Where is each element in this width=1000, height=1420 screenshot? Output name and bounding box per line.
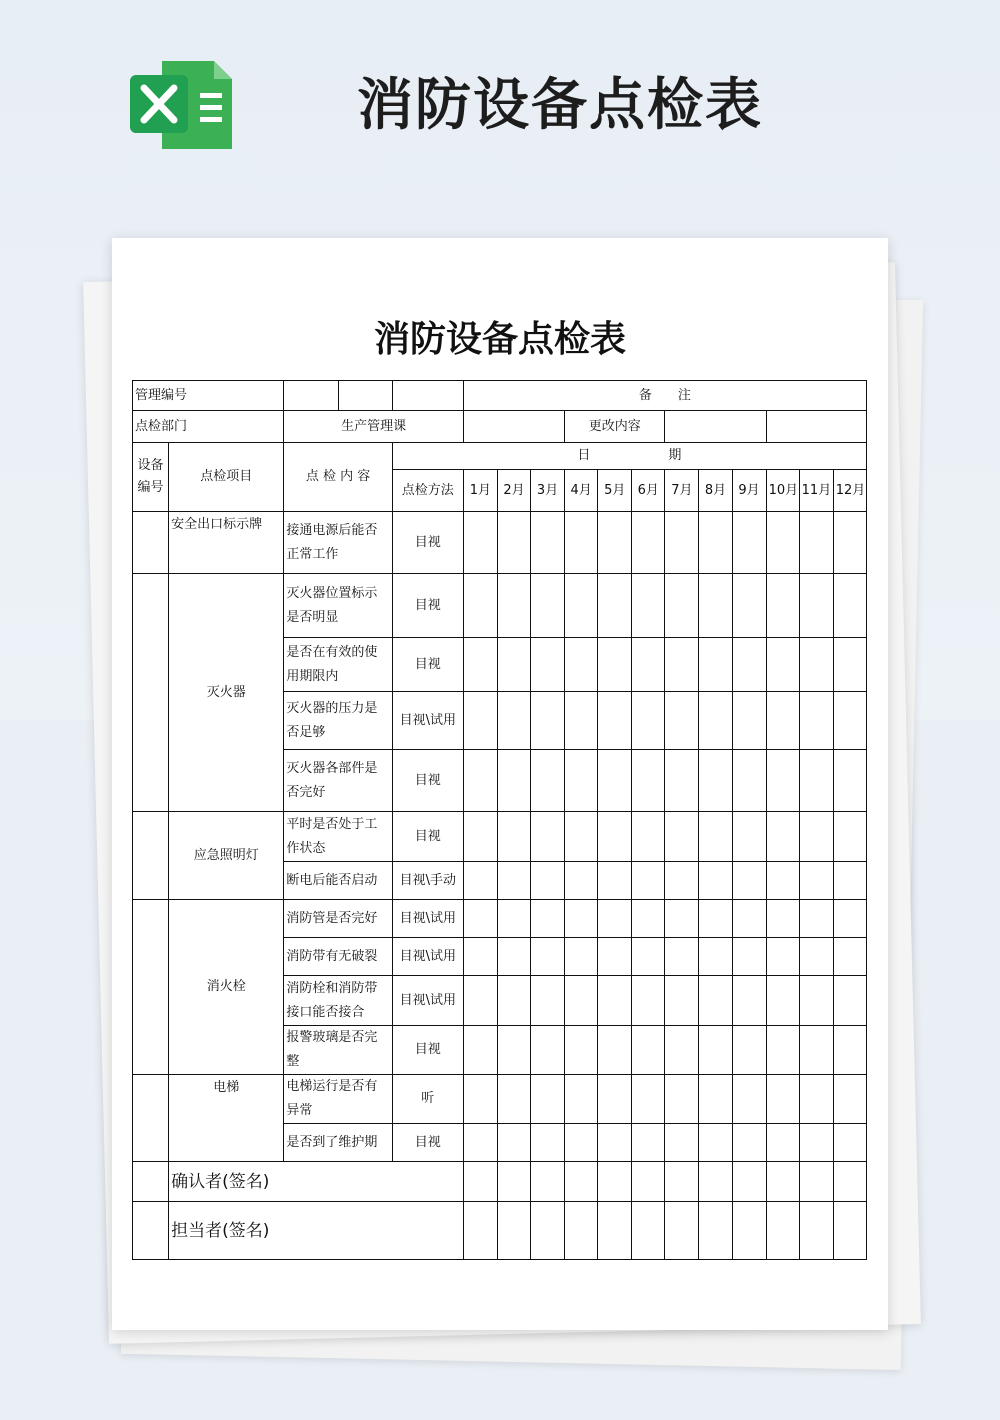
header-row-department (133, 411, 867, 443)
inspection-content-cell: 消防栓和消防带接口能否接合 (284, 976, 392, 1026)
month-cell (833, 1075, 866, 1124)
month-cell (497, 692, 530, 750)
month-cell (531, 1162, 565, 1202)
month-cell (565, 1162, 598, 1202)
management-no-cell-2 (338, 381, 392, 411)
inspection-content-cell: 电梯运行是否有异常 (284, 1075, 392, 1124)
month-cell (833, 812, 866, 862)
month-cell (699, 638, 732, 692)
inspection-item-cell: 灭火器 (169, 574, 284, 812)
department-label: 点检部门 (133, 411, 284, 443)
month-cell (632, 1124, 665, 1162)
month-cell (732, 812, 766, 862)
month-cell (799, 862, 833, 900)
month-cell (732, 512, 766, 574)
month-cell (799, 750, 833, 812)
month-header: 9月 (732, 470, 766, 512)
month-cell (531, 1124, 565, 1162)
month-cell (732, 750, 766, 812)
month-cell (799, 812, 833, 862)
month-cell (632, 574, 665, 638)
month-cell (632, 938, 665, 976)
month-cell (531, 1075, 565, 1124)
month-cell (766, 692, 799, 750)
equipment-no-cell (133, 574, 169, 812)
month-cell (463, 1075, 497, 1124)
month-cell (497, 812, 530, 862)
month-cell (799, 1202, 833, 1260)
month-cell (497, 574, 530, 638)
change-blank-3 (766, 411, 866, 443)
month-cell (833, 976, 866, 1026)
month-cell (598, 1202, 632, 1260)
inspection-method-cell: 目视\手动 (392, 862, 463, 900)
month-cell (799, 1124, 833, 1162)
signature-blank (133, 1162, 169, 1202)
month-cell (497, 900, 530, 938)
month-cell (497, 1124, 530, 1162)
month-cell (565, 750, 598, 812)
month-header: 7月 (665, 470, 699, 512)
month-cell (799, 1026, 833, 1075)
month-cell (463, 938, 497, 976)
month-cell (766, 750, 799, 812)
month-cell (463, 638, 497, 692)
month-cell (833, 1124, 866, 1162)
header-row-columns-top (133, 443, 867, 470)
month-cell (632, 1026, 665, 1075)
paper-sheet (112, 238, 888, 1330)
month-cell (766, 1026, 799, 1075)
month-cell (632, 862, 665, 900)
month-cell (699, 976, 732, 1026)
month-cell (799, 512, 833, 574)
month-cell (766, 512, 799, 574)
month-cell (799, 574, 833, 638)
month-cell (799, 976, 833, 1026)
month-cell (799, 938, 833, 976)
month-cell (766, 1124, 799, 1162)
month-cell (497, 938, 530, 976)
month-cell (766, 900, 799, 938)
month-cell (531, 638, 565, 692)
header-row-management (133, 381, 867, 411)
inspection-item-cell: 应急照明灯 (169, 812, 284, 900)
month-cell (565, 812, 598, 862)
management-no-cell-1 (284, 381, 338, 411)
month-cell (665, 574, 699, 638)
month-cell (632, 512, 665, 574)
month-cell (732, 938, 766, 976)
month-cell (766, 1162, 799, 1202)
month-cell (665, 638, 699, 692)
month-header: 11月 (799, 470, 833, 512)
month-cell (766, 1075, 799, 1124)
month-cell (665, 1202, 699, 1260)
month-cell (699, 900, 732, 938)
equipment-no-header: 设备编号 (133, 443, 169, 512)
month-cell (497, 638, 530, 692)
inspection-method-cell: 目视 (392, 812, 463, 862)
month-cell (632, 900, 665, 938)
month-cell (833, 1026, 866, 1075)
equipment-no-cell (133, 1075, 169, 1162)
month-cell (598, 692, 632, 750)
month-cell (699, 1202, 732, 1260)
month-cell (699, 574, 732, 638)
equipment-no-cell (133, 900, 169, 1075)
month-cell (833, 692, 866, 750)
month-cell (632, 1202, 665, 1260)
month-cell (632, 812, 665, 862)
excel-icon (128, 57, 234, 153)
month-cell (833, 1162, 866, 1202)
inspection-method-cell: 目视\试用 (392, 976, 463, 1026)
month-cell (699, 938, 732, 976)
month-cell (497, 1202, 530, 1260)
month-cell (497, 512, 530, 574)
month-cell (732, 638, 766, 692)
inspection-content-cell: 报警玻璃是否完整 (284, 1026, 392, 1075)
month-cell (463, 900, 497, 938)
inspection-content-header: 点 检 内 容 (284, 443, 392, 512)
month-cell (632, 638, 665, 692)
month-cell (699, 692, 732, 750)
month-cell (565, 900, 598, 938)
month-cell (799, 1075, 833, 1124)
month-cell (732, 574, 766, 638)
management-no-cell-3 (392, 381, 463, 411)
month-header: 2月 (497, 470, 530, 512)
month-cell (531, 750, 565, 812)
month-cell (598, 812, 632, 862)
month-cell (463, 1124, 497, 1162)
banner-title: 消防设备点检表 (357, 73, 763, 138)
month-cell (766, 976, 799, 1026)
month-cell (497, 750, 530, 812)
inspection-content-cell: 是否在有效的使用期限内 (284, 638, 392, 692)
month-cell (699, 750, 732, 812)
month-cell (565, 938, 598, 976)
inspection-item-cell: 安全出口标示牌 (169, 512, 284, 574)
document-title: 消防设备点检表 (373, 319, 626, 360)
signature-blank (133, 1202, 169, 1260)
month-cell (833, 512, 866, 574)
month-cell (665, 1162, 699, 1202)
month-cell (699, 862, 732, 900)
month-cell (598, 1162, 632, 1202)
signature-row-confirmer (133, 1162, 867, 1202)
inspection-rows (133, 512, 867, 1162)
month-cell (565, 692, 598, 750)
month-cell (699, 1162, 732, 1202)
method-header: 点检方法 (392, 470, 463, 512)
month-cell (732, 1202, 766, 1260)
inspection-row (133, 812, 867, 862)
month-cell (463, 574, 497, 638)
month-cell (598, 938, 632, 976)
month-header: 10月 (766, 470, 799, 512)
month-cell (598, 574, 632, 638)
month-cell (732, 692, 766, 750)
month-header: 8月 (699, 470, 732, 512)
month-cell (598, 1124, 632, 1162)
month-cell (699, 1075, 732, 1124)
month-cell (598, 976, 632, 1026)
month-cell (531, 692, 565, 750)
month-cell (699, 1124, 732, 1162)
month-cell (732, 900, 766, 938)
month-cell (766, 812, 799, 862)
month-cell (833, 638, 866, 692)
month-cell (531, 1202, 565, 1260)
month-cell (598, 1075, 632, 1124)
month-cell (565, 1202, 598, 1260)
month-header: 3月 (531, 470, 565, 512)
month-cell (632, 1162, 665, 1202)
month-header: 4月 (565, 470, 598, 512)
month-cell (632, 1075, 665, 1124)
month-cell (565, 976, 598, 1026)
inspection-content-cell: 断电后能否启动 (284, 862, 392, 900)
month-cell (463, 750, 497, 812)
month-cell (632, 976, 665, 1026)
month-cell (463, 692, 497, 750)
inspection-content-cell: 是否到了维护期 (284, 1124, 392, 1162)
equipment-no-cell (133, 812, 169, 900)
month-cell (463, 1026, 497, 1075)
month-cell (565, 1026, 598, 1075)
month-cell (665, 812, 699, 862)
inspection-item-header: 点检项目 (169, 443, 284, 512)
inspection-content-cell: 灭火器位置标示是否明显 (284, 574, 392, 638)
inspection-method-cell: 听 (392, 1075, 463, 1124)
inspection-content-cell: 消防管是否完好 (284, 900, 392, 938)
month-cell (665, 750, 699, 812)
month-cell (833, 862, 866, 900)
month-cell (799, 900, 833, 938)
month-cell (463, 812, 497, 862)
month-cell (531, 512, 565, 574)
month-cell (598, 512, 632, 574)
inspection-method-cell: 目视 (392, 750, 463, 812)
month-cell (463, 976, 497, 1026)
signature-row-handler (133, 1202, 867, 1260)
month-cell (565, 638, 598, 692)
month-cell (531, 812, 565, 862)
month-header: 12月 (833, 470, 866, 512)
month-cell (531, 938, 565, 976)
month-cell (833, 1202, 866, 1260)
month-cell (665, 1124, 699, 1162)
date-header: 日 期 (392, 443, 866, 470)
month-cell (565, 512, 598, 574)
month-cell (665, 938, 699, 976)
month-cell (833, 938, 866, 976)
month-cell (766, 638, 799, 692)
inspection-row (133, 1075, 867, 1124)
department-value: 生产管理课 (284, 411, 463, 443)
inspection-row (133, 512, 867, 574)
confirmer-signature-label: 确认者(签名) (169, 1162, 464, 1202)
month-cell (598, 862, 632, 900)
month-cell (531, 862, 565, 900)
remarks-label: 备 注 (463, 381, 866, 411)
inspection-item-cell: 消火栓 (169, 900, 284, 1075)
month-cell (565, 1124, 598, 1162)
month-cell (699, 1026, 732, 1075)
month-cell (665, 692, 699, 750)
handler-signature-label: 担当者(签名) (169, 1202, 464, 1260)
month-cell (766, 1202, 799, 1260)
inspection-item-cell: 电梯 (169, 1075, 284, 1162)
inspection-method-cell: 目视 (392, 574, 463, 638)
month-cell (531, 1026, 565, 1075)
month-cell (497, 1026, 530, 1075)
inspection-content-cell: 接通电源后能否正常工作 (284, 512, 392, 574)
inspection-method-cell: 目视\试用 (392, 938, 463, 976)
month-cell (497, 862, 530, 900)
month-cell (799, 638, 833, 692)
month-cell (766, 862, 799, 900)
month-cell (732, 1026, 766, 1075)
month-cell (732, 976, 766, 1026)
month-cell (497, 1075, 530, 1124)
inspection-method-cell: 目视 (392, 512, 463, 574)
equipment-no-cell (133, 512, 169, 574)
change-content-label: 更改内容 (565, 411, 665, 443)
month-cell (463, 1202, 497, 1260)
month-cell (497, 1162, 530, 1202)
month-cell (665, 900, 699, 938)
month-cell (833, 900, 866, 938)
month-cell (598, 1026, 632, 1075)
month-cell (833, 750, 866, 812)
month-cell (463, 512, 497, 574)
month-cell (565, 1075, 598, 1124)
month-header: 6月 (632, 470, 665, 512)
change-blank-1 (463, 411, 564, 443)
month-cell (799, 1162, 833, 1202)
inspection-content-cell: 灭火器各部件是否完好 (284, 750, 392, 812)
month-cell (497, 976, 530, 1026)
month-cell (531, 574, 565, 638)
month-cell (463, 1162, 497, 1202)
month-cell (665, 512, 699, 574)
month-cell (565, 862, 598, 900)
month-cell (799, 692, 833, 750)
month-cell (699, 512, 732, 574)
month-cell (732, 862, 766, 900)
month-cell (665, 1026, 699, 1075)
inspection-table (132, 380, 867, 1260)
month-header: 1月 (463, 470, 497, 512)
month-cell (665, 1075, 699, 1124)
month-cell (732, 1162, 766, 1202)
management-no-label: 管理编号 (133, 381, 284, 411)
month-cell (732, 1124, 766, 1162)
inspection-content-cell: 消防带有无破裂 (284, 938, 392, 976)
inspection-content-cell: 平时是否处于工作状态 (284, 812, 392, 862)
inspection-row (133, 574, 867, 638)
inspection-method-cell: 目视 (392, 1124, 463, 1162)
month-cell (665, 976, 699, 1026)
month-cell (463, 862, 497, 900)
month-cell (531, 976, 565, 1026)
inspection-method-cell: 目视\试用 (392, 692, 463, 750)
month-cell (632, 750, 665, 812)
month-cell (632, 692, 665, 750)
month-cell (665, 862, 699, 900)
inspection-method-cell: 目视 (392, 1026, 463, 1075)
month-cell (565, 574, 598, 638)
month-cell (699, 812, 732, 862)
month-cell (598, 638, 632, 692)
inspection-method-cell: 目视 (392, 638, 463, 692)
inspection-content-cell: 灭火器的压力是否足够 (284, 692, 392, 750)
inspection-row (133, 900, 867, 938)
change-blank-2 (665, 411, 766, 443)
inspection-method-cell: 目视\试用 (392, 900, 463, 938)
month-cell (531, 900, 565, 938)
month-cell (766, 938, 799, 976)
month-cell (598, 750, 632, 812)
month-cell (732, 1075, 766, 1124)
month-cell (766, 574, 799, 638)
month-header: 5月 (598, 470, 632, 512)
month-cell (598, 900, 632, 938)
month-cell (833, 574, 866, 638)
